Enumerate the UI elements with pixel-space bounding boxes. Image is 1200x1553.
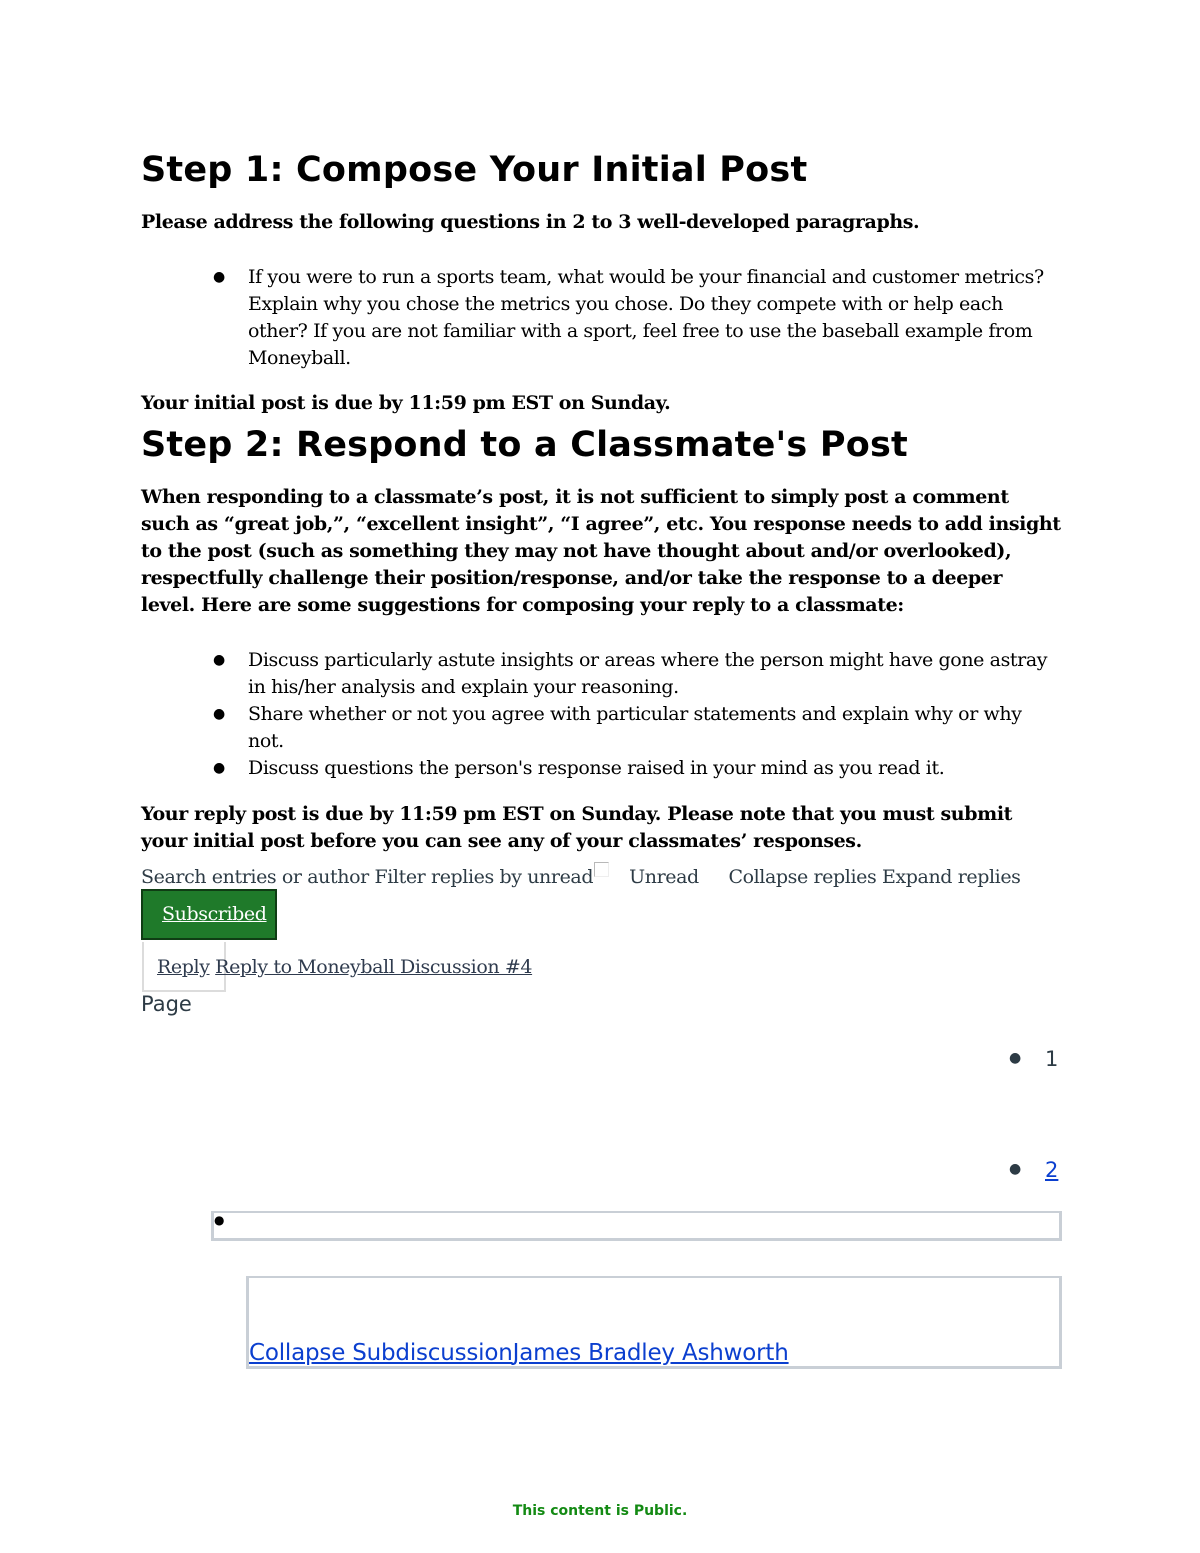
subscribed-button[interactable] — [141, 889, 277, 940]
reply-to-discussion-link[interactable]: Reply to Moneyball Discussion #4 — [215, 956, 533, 978]
page-2-link[interactable]: 2 — [1045, 1158, 1059, 1182]
unread-label: Unread — [629, 866, 699, 888]
subdiscussion-entry — [246, 1276, 1062, 1369]
subdiscussion-header-link[interactable] — [249, 1340, 789, 1366]
collapse-replies-button[interactable]: Collapse replies — [728, 866, 877, 888]
reply-button[interactable]: Reply — [157, 956, 210, 978]
step1-heading: Step 1: Compose Your Initial Post — [141, 150, 808, 190]
search-entries-label[interactable]: Search entries or author — [141, 866, 369, 888]
bullet-icon: ● — [214, 1213, 225, 1227]
step1-instruction: Please address the following questions in 2 to 3 well-developed paragraphs. — [141, 211, 920, 233]
pagination-label: Page — [141, 992, 192, 1016]
discussion-controls — [141, 862, 1061, 891]
step2-suggestion-list — [141, 647, 1061, 782]
reply-row — [141, 954, 1061, 981]
collapse-subdiscussion-link[interactable]: Collapse Subdiscussion — [249, 1340, 513, 1366]
step2-due-note: Your reply post is due by 11:59 pm EST on Sunday. Please note that you must submit your initial post before you can see any of your classmates’ responses. — [141, 803, 1013, 852]
step2-instruction: When responding to a classmate’s post, it is not sufficient to simply post a comment such as “great job,”, “excellent insight”, “I agree”, etc. You response needs to add insight to the post (such as something they may not have thought about and/or overlooked), respectfully challenge their position/response, and/or take the response to a deeper level. Here are some suggestions for composing your reply to a classmate: — [141, 486, 1061, 616]
filter-unread-label: Filter replies by unread — [374, 866, 594, 888]
unread-checkbox[interactable] — [594, 862, 609, 877]
discussion-entry-list — [211, 1211, 1062, 1241]
public-content-footer: This content is Public. — [512, 1503, 688, 1519]
author-name[interactable]: James Bradley Ashworth — [512, 1340, 789, 1366]
subscribed-label: Subscribed — [162, 903, 267, 925]
step2-suggestion-item: ● Share whether or not you agree with particular statements and explain why or why not. — [141, 701, 1061, 755]
step2-heading: Step 2: Respond to a Classmate's Post — [141, 425, 908, 465]
bullet-icon: ● — [1009, 1050, 1022, 1066]
step1-question-item: ● If you were to run a sports team, what would be your financial and customer metrics? Explain why you chose the metrics you chose. Do they compete with or help each other? If you are not familiar with a sport, feel free to use the baseball example from Moneyball. — [141, 264, 1061, 372]
page-1-current: 1 — [1045, 1047, 1059, 1071]
step1-question-list — [141, 264, 1061, 372]
step1-due-note: Your initial post is due by 11:59 pm EST on Sunday. — [141, 392, 671, 414]
step2-suggestion-item: ● Discuss questions the person's response raised in your mind as you read it. — [141, 755, 1061, 782]
step2-suggestion-item: ● Discuss particularly astute insights or areas where the person might have gone astray in his/her analysis and explain your reasoning. — [141, 647, 1061, 701]
expand-replies-button[interactable]: Expand replies — [881, 866, 1021, 888]
bullet-icon: ● — [1009, 1161, 1022, 1177]
